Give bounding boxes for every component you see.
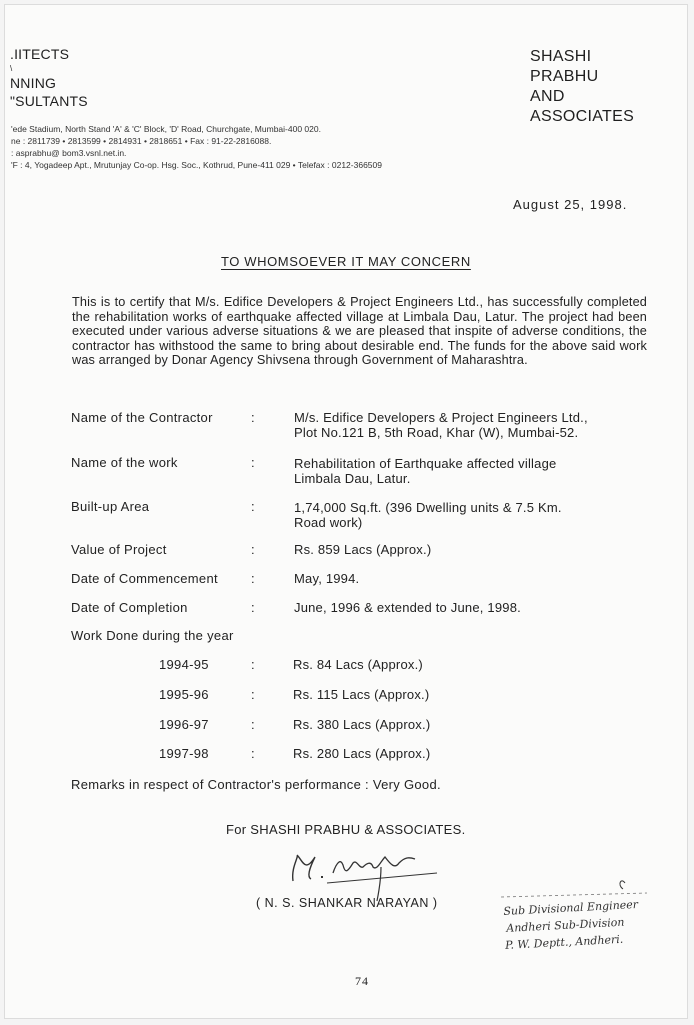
year-label: 1996-97 — [159, 717, 209, 732]
detail-label: Name of the work — [71, 455, 178, 470]
letter-body: This is to certify that M/s. Edifice Developers & Project Engineers Ltd., has successfully completed the rehabilitation works of earthquake affected village at Limbala Dau, Latur. The project had been executed under various adverse situations & we are pleased that inspite of adverse conditions, the contractor has withstood the same to bring about desirable end. The funds for the above said work was arranged by Donar Agency Shivsena through Government of Maharashtra. — [72, 295, 647, 368]
detail-value-line: M/s. Edifice Developers & Project Engineers Ltd., — [294, 410, 588, 425]
detail-value-line: Limbala Dau, Latur. — [294, 471, 411, 486]
stamp-line: Andheri Sub-Division — [505, 915, 625, 935]
detail-label: Value of Project — [71, 542, 167, 557]
detail-colon: : — [251, 600, 255, 615]
letter-date: August 25, 1998. — [513, 197, 628, 212]
address-line: ne : 2811739 • 2813599 • 2814931 • 2818651 • Fax : 91-22-2816088. — [11, 136, 272, 146]
for-firm-line: For SHASHI PRABHU & ASSOCIATES. — [226, 822, 466, 837]
detail-colon: : — [251, 542, 255, 557]
year-value: Rs. 280 Lacs (Approx.) — [293, 746, 431, 761]
official-stamp — [503, 896, 640, 954]
firm-name-line: ASSOCIATES — [530, 108, 635, 125]
letterhead-left — [10, 45, 88, 110]
detail-value: May, 1994. — [294, 571, 360, 586]
firm-name-line: AND — [530, 88, 565, 105]
firm-name-line: PRABHU — [530, 68, 599, 85]
detail-value — [294, 456, 556, 486]
stamp-line: P. W. Deptt., Andheri. — [504, 932, 624, 952]
detail-colon: : — [251, 571, 255, 586]
detail-value-line: 1,74,000 Sq.ft. (396 Dwelling units & 7.5 Km. — [294, 500, 562, 515]
address-line: 'ede Stadium, North Stand 'A' & 'C' Block, 'D' Road, Churchgate, Mumbai-400 020. — [11, 124, 321, 134]
detail-value — [294, 500, 562, 530]
letterhead-left-line: "SULTANTS — [10, 93, 88, 109]
letterhead-left-line: .IITECTS — [10, 46, 70, 62]
detail-value-line: Plot No.121 B, 5th Road, Khar (W), Mumbai-52. — [294, 425, 579, 440]
signatory-name: ( N. S. SHANKAR NARAYAN ) — [256, 896, 438, 910]
year-colon: : — [251, 687, 255, 702]
detail-label: Name of the Contractor — [71, 410, 213, 425]
detail-label: Built-up Area — [71, 499, 150, 514]
detail-colon: : — [251, 410, 255, 425]
year-label: 1997-98 — [159, 746, 209, 761]
letterhead-left-line: \ — [10, 64, 13, 73]
address-line: : asprabhu@ bom3.vsnl.net.in. — [11, 148, 127, 158]
detail-value-line: Rehabilitation of Earthquake affected village — [294, 456, 557, 471]
firm-name-line: SHASHI — [530, 48, 592, 65]
year-value: Rs. 380 Lacs (Approx.) — [293, 717, 431, 732]
detail-value: June, 1996 & extended to June, 1998. — [294, 600, 521, 615]
remarks-line: Remarks in respect of Contractor's performance : Very Good. — [71, 777, 441, 792]
letter-heading: TO WHOMSOEVER IT MAY CONCERN — [221, 254, 471, 269]
page-number: 74 — [355, 974, 369, 988]
detail-label: Date of Commencement — [71, 571, 218, 586]
letterhead-left-line: NNING — [10, 75, 57, 91]
year-value: Rs. 115 Lacs (Approx.) — [293, 687, 430, 702]
year-label: 1995-96 — [159, 687, 209, 702]
stamp-line: Sub Divisional Engineer — [503, 897, 639, 918]
year-label: 1994-95 — [159, 657, 209, 672]
address-block — [11, 123, 382, 171]
work-done-label: Work Done during the year — [71, 628, 234, 643]
detail-value: Rs. 859 Lacs (Approx.) — [294, 542, 432, 557]
letterhead-right — [530, 47, 634, 127]
detail-colon: : — [251, 499, 255, 514]
year-colon: : — [251, 657, 255, 672]
detail-value-line: Road work) — [294, 515, 363, 530]
detail-colon: : — [251, 455, 255, 470]
detail-label: Date of Completion — [71, 600, 188, 615]
address-line: 'F : 4, Yogadeep Apt., Mrutunjay Co-op. Hsg. Soc., Kothrud, Pune-411 029 • Telefax : 0212-366509 — [11, 160, 382, 170]
year-colon: : — [251, 746, 255, 761]
detail-value — [294, 410, 588, 440]
year-colon: : — [251, 717, 255, 732]
document-page — [4, 4, 688, 1019]
year-value: Rs. 84 Lacs (Approx.) — [293, 657, 423, 672]
